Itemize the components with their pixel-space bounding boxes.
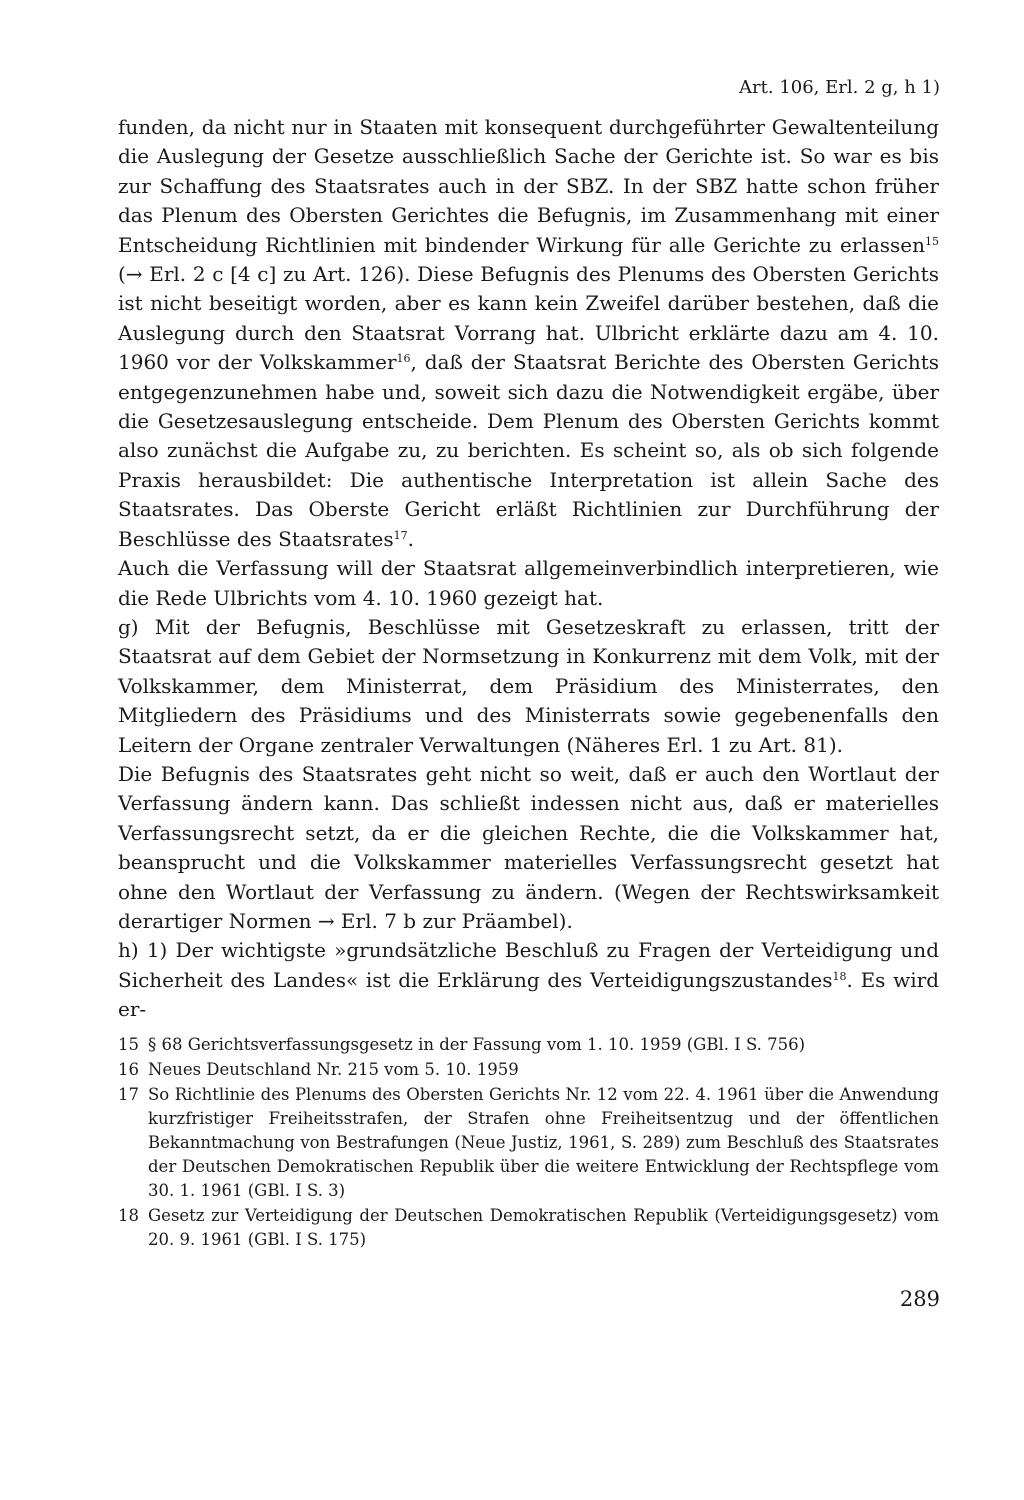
footnote <box>118 1204 939 1252</box>
footnote-number: 17 <box>118 1085 139 1104</box>
paragraph <box>118 554 939 613</box>
footnote <box>118 1058 939 1082</box>
paragraph <box>118 936 939 1024</box>
footnote-number: 18 <box>118 1206 139 1225</box>
text-segment: (→ Erl. 2 c [4 c] zu Art. 126). Diese Befugnis des Plenums des Obersten Gerichts ist nicht beseitigt worden, aber es kann kein Zweifel darüber bestehen, daß die Auslegung durch den Staatsrat Vorrang hat. Ulbricht erklärte dazu am 4. 10. 1960 vor der Volkskammer <box>118 262 939 375</box>
footnote-reference: 16 <box>396 352 411 366</box>
page-number: 289 <box>899 1287 940 1311</box>
footnote-text: So Richtlinie des Plenums des Obersten Gerichts Nr. 12 vom 22. 4. 1961 über die Anwendung kurzfristiger Freiheitsstrafen, der Strafen ohne Freiheitsentzug und der öffentlichen Bekanntmachung von Bestrafungen (Neue Justiz, 1961, S. 289) zum Beschluß des Staatsrates der Deutschen Demokratischen Republik über die weitere Entwicklung der Rechtspflege vom 30. 1. 1961 (GBl. I S. 3) <box>148 1085 939 1200</box>
text-segment: h) 1) Der wichtigste »grundsätzliche Beschluß zu Fragen der Verteidigung und Sicherheit des Landes« ist die Erklärung des Verteidigungszustandes <box>118 938 939 992</box>
text-segment: g) Mit der Befugnis, Beschlüsse mit Gesetzeskraft zu erlassen, tritt der Staatsrat auf dem Gebiet der Normsetzung in Konkurrenz mit dem Volk, mit der Volkskammer, dem Ministerrat, dem Präsidium des Ministerrates, den Mitgliedern des Präsidiums und des Ministerrats sowie gegebenenfalls den Leitern der Organe zentraler Verwaltungen (Näheres Erl. 1 zu Art. 81). <box>118 614 939 757</box>
footnote-text: § 68 Gerichtsverfassungsgesetz in der Fassung vom 1. 10. 1959 (GBl. I S. 756) <box>148 1035 806 1054</box>
text-segment: , daß der Staatsrat Berichte des Obersten Gerichts entgegenzunehmen habe und, soweit sich dazu die Notwendigkeit ergäbe, über die Gesetzesauslegung entscheide. Dem Plenum des Obersten Gerichts kommt also zunächst die Aufgabe zu, zu berichten. Es scheint so, als ob sich folgende Praxis herausbildet: Die authentische Interpretation ist allein Sache des Staatsrates. Das Oberste Gericht erläßt Richtlinien zur Durchführung der Beschlüsse des Staatsrates <box>118 350 939 551</box>
text-segment: funden, da nicht nur in Staaten mit konsequent durchgeführter Gewaltenteilung die Auslegung der Gesetze ausschließlich Sache der Gerichte ist. So war es bis zur Schaffung des Staatsrates auch in der SBZ. In der SBZ hatte schon früher das Plenum des Obersten Gerichtes die Befugnis, im Zusammenhang mit einer Entscheidung Richtlinien mit bindender Wirkung für alle Gerichte zu erlassen <box>118 115 939 257</box>
text-segment: Auch die Verfassung will der Staatsrat allgemeinverbindlich interpretieren, wie die Rede Ulbrichts vom 4. 10. 1960 gezeigt hat. <box>118 556 939 610</box>
footnote-number: 16 <box>118 1060 139 1079</box>
text-segment: . Es wird er- <box>118 967 939 1022</box>
footnote-number: 15 <box>118 1035 139 1054</box>
text-segment: . <box>407 526 415 551</box>
running-head: Art. 106, Erl. 2 g, h 1) <box>739 77 940 98</box>
footnote-reference: 15 <box>925 234 939 248</box>
footnote-reference: 18 <box>832 969 847 983</box>
footnote <box>118 1083 939 1203</box>
footnote-reference: 17 <box>393 528 408 542</box>
paragraph <box>118 613 939 760</box>
body-text <box>118 113 939 1025</box>
paragraph <box>118 113 939 554</box>
footnote-text: Gesetz zur Verteidigung der Deutschen Demokratischen Republik (Verteidigungsgesetz) vom 20. 9. 1961 (GBl. I S. 175) <box>148 1206 939 1249</box>
footnote <box>118 1033 939 1057</box>
footnotes <box>118 1033 939 1253</box>
footnote-text: Neues Deutschland Nr. 215 vom 5. 10. 1959 <box>148 1060 519 1079</box>
paragraph <box>118 760 939 936</box>
text-segment: Die Befugnis des Staatsrates geht nicht so weit, daß er auch den Wortlaut der Verfassung ändern kann. Das schließt indessen nicht aus, daß er materielles Verfassungsrecht setzt, da er die gleichen Rechte, die die Volkskammer hat, beansprucht und die Volkskammer materielles Verfassungsrecht gesetzt hat ohne den Wortlaut der Verfassung zu ändern. (Wegen der Rechtswirksamkeit derartiger Normen → Erl. 7 b zur Präambel). <box>118 761 939 933</box>
